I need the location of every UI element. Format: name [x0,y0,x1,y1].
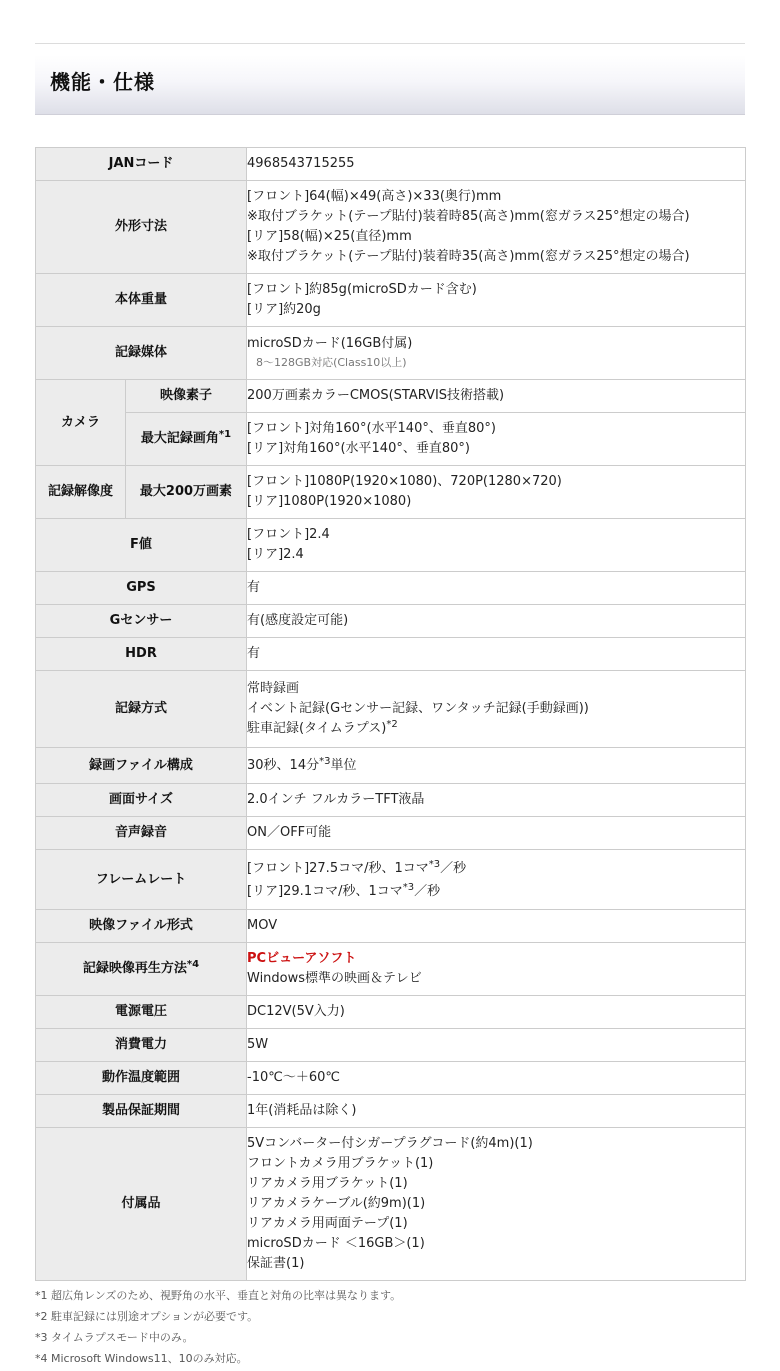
table-row-voltage [36,996,746,1029]
value-line: [リア]1080P(1920×1080) [247,494,412,509]
footnote-mark: *2 [386,719,398,730]
row-value: 5W [247,1029,746,1062]
footnote: *2 駐車記録には別途オプションが必要です。 [35,1310,259,1323]
value-line: [リア]約20g [247,302,321,317]
row-label: 録画ファイル構成 [36,748,247,784]
value-line: リアカメラケーブル(約9m)(1) [247,1196,426,1211]
table-row-warranty [36,1095,746,1128]
row-label: 最大200万画素 [126,466,247,519]
value-text: ／秒 [414,883,441,899]
value-text: 単位 [330,757,357,773]
footnote-mark: *1 [218,429,232,440]
table-row-gsensor [36,605,746,638]
row-value: MOV [247,910,746,943]
table-row-angle [36,413,746,466]
value-line: [リア]2.4 [247,547,304,562]
footnote-mark: *3 [319,755,331,767]
value-line: microSDカード ＜16GB＞(1) [247,1236,425,1251]
row-label: 本体重量 [36,274,247,327]
row-label [126,413,247,466]
value-line: [フロント]約85g(microSDカード含む) [247,282,477,297]
row-label: 消費電力 [36,1029,247,1062]
section-heading [35,55,745,115]
table-row-audio [36,817,746,850]
table-row-jan [36,148,746,181]
row-value: ON／OFF可能 [247,817,746,850]
table-row-sensor [36,380,746,413]
spec-table [35,147,746,1281]
row-value [247,466,746,519]
row-label: 付属品 [36,1128,247,1281]
table-row-screen [36,784,746,817]
table-row-media [36,327,746,380]
row-label: F値 [36,519,247,572]
row-value: 1年(消耗品は除く) [247,1095,746,1128]
value-line: [フロント]対角160°(水平140°、垂直80°) [247,421,496,436]
row-label: JANコード [36,148,247,181]
group-label-resolution: 記録解像度 [36,466,126,519]
row-label: HDR [36,638,247,671]
row-value [247,519,746,572]
row-value [247,1128,746,1281]
value-line: Windows標準の映画＆テレビ [247,971,422,986]
row-value [247,413,746,466]
row-value: 4968543715255 [247,148,746,181]
row-label [36,943,247,996]
table-row-playback [36,943,746,996]
table-row-weight [36,274,746,327]
table-row-file [36,748,746,784]
value-line: [フロント]2.4 [247,527,330,542]
table-row-format [36,910,746,943]
row-value [247,748,746,784]
value-line: イベント記録(Gセンサー記録、ワンタッチ記録(手動録画)) [247,701,589,716]
table-row-size [36,181,746,274]
value-text: [リア]29.1コマ/秒、1コマ [247,883,403,899]
row-value: 2.0インチ フルカラーTFT液晶 [247,784,746,817]
table-row-hdr [36,638,746,671]
label-text: 記録映像再生方法 [82,961,187,976]
row-label: 画面サイズ [36,784,247,817]
value-text: ／秒 [440,860,467,876]
row-label: 記録媒体 [36,327,247,380]
value-line: 常時録画 [247,681,300,696]
row-label: 製品保証期間 [36,1095,247,1128]
footnote-mark: *3 [428,858,441,870]
value-note: 8～128GB対応(Class10以上) [256,356,407,369]
group-label-camera: カメラ [36,380,126,466]
value-line: [リア]対角160°(水平140°、垂直80°) [247,441,470,456]
row-label: 映像素子 [126,380,247,413]
row-label: Gセンサー [36,605,247,638]
value-line [247,719,745,739]
row-label: 電源電圧 [36,996,247,1029]
value-text: 駐車記録(タイムラプス) [247,721,387,736]
pc-viewer-link[interactable]: PCビューアソフト [247,951,357,966]
value-line: [フロント]64(幅)×49(高さ)×33(奥行)mm [247,189,502,204]
row-label: 音声録音 [36,817,247,850]
footnote: *1 超広角レンズのため、視野角の水平、垂直と対角の比率は異なります。 [35,1289,402,1302]
value-line: リアカメラ用両面テープ(1) [247,1216,408,1231]
value-line: microSDカード(16GB付属) [247,336,413,351]
footnote-mark: *3 [402,881,415,893]
footnote: *4 Microsoft Windows11、10のみ対応。 [35,1352,248,1365]
value-line [247,857,745,880]
row-value: 有(感度設定可能) [247,605,746,638]
row-value: 有 [247,572,746,605]
value-line: ※取付ブラケット(テープ貼付)装着時35(高さ)mm(窓ガラス25°想定の場合) [247,249,690,264]
footnotes [35,1285,745,1369]
value-line: リアカメラ用ブラケット(1) [247,1176,408,1191]
value-line: [フロント]1080P(1920×1080)、720P(1280×720) [247,474,562,489]
row-value [247,943,746,996]
table-row-gps [36,572,746,605]
value-line [247,880,745,903]
table-row-resolution [36,466,746,519]
row-value: 200万画素カラーCMOS(STARVIS技術搭載) [247,380,746,413]
value-line: 5Vコンバーター付シガープラグコード(約4m)(1) [247,1136,533,1151]
table-row-framerate [36,850,746,910]
row-value [247,274,746,327]
value-text: 30秒、14分 [247,757,320,773]
table-row-fvalue [36,519,746,572]
row-value: 有 [247,638,746,671]
row-value [247,850,746,910]
row-label: 動作温度範囲 [36,1062,247,1095]
section-title: 機能・仕様 [50,70,155,94]
value-line: フロントカメラ用ブラケット(1) [247,1156,434,1171]
row-value [247,327,746,380]
row-value: -10℃～＋60℃ [247,1062,746,1095]
footnote: *3 タイムラプスモード中のみ。 [35,1331,194,1344]
row-label: 映像ファイル形式 [36,910,247,943]
table-row-accessories [36,1128,746,1281]
value-line: ※取付ブラケット(テープ貼付)装着時85(高さ)mm(窓ガラス25°想定の場合) [247,209,690,224]
top-divider [35,43,745,44]
label-text: 最大記録画角 [140,431,219,446]
row-value: DC12V(5V入力) [247,996,746,1029]
row-label: 外形寸法 [36,181,247,274]
value-line: [リア]58(幅)×25(直径)mm [247,229,412,244]
table-row-temp [36,1062,746,1095]
row-label: フレームレート [36,850,247,910]
row-value [247,671,746,748]
table-row-power [36,1029,746,1062]
value-line: 保証書(1) [247,1256,305,1271]
row-label: GPS [36,572,247,605]
row-value [247,181,746,274]
table-row-method [36,671,746,748]
row-label: 記録方式 [36,671,247,748]
value-text: [フロント]27.5コマ/秒、1コマ [247,860,429,876]
footnote-mark: *4 [186,959,200,970]
